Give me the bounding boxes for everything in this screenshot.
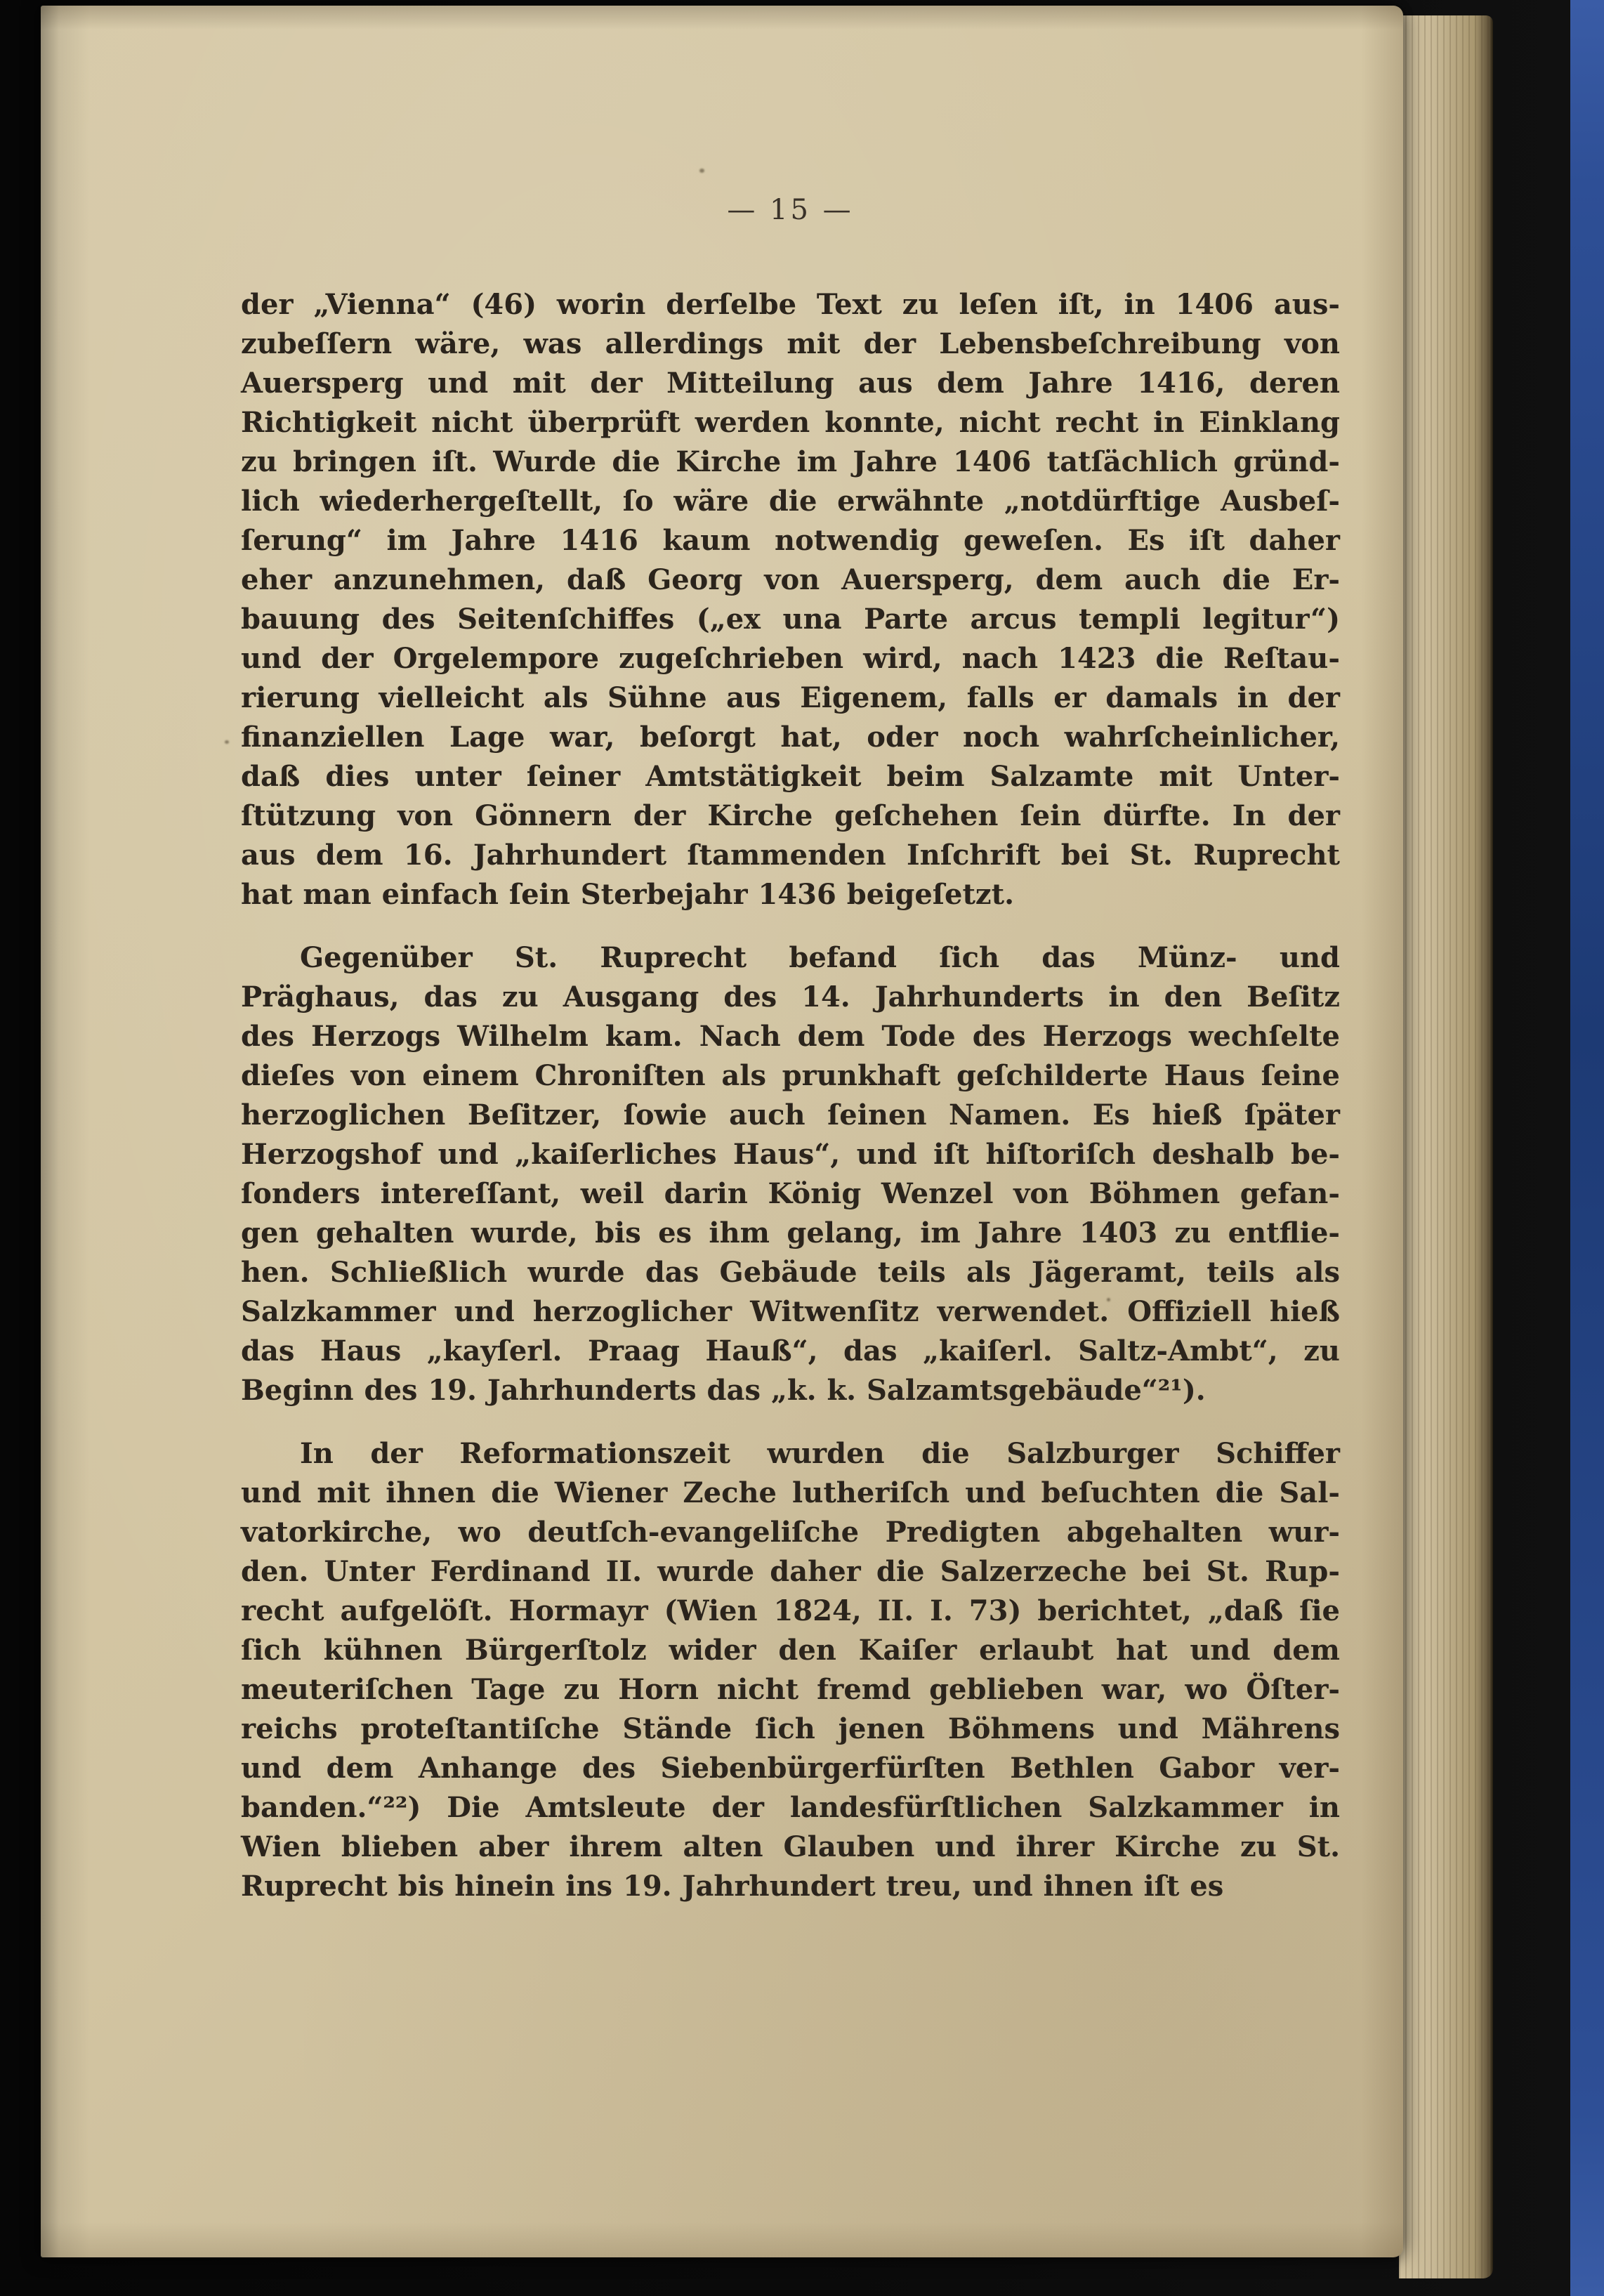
book-page [41, 6, 1403, 2257]
text-line: des Herzogs Wilhelm kam. Nach dem Tode des Herzogs wechſelte [241, 1020, 1340, 1053]
paragraph [241, 938, 1340, 1410]
text-line: recht aufgelöſt. Hormayr (Wien 1824, II. I. 73) berichtet, „daß ſie [241, 1594, 1340, 1627]
text-line: Gegenüber St. Ruprecht befand ſich das Münz- und [300, 941, 1340, 974]
text-line: eher anzunehmen, daß Georg von Auersperg, dem auch die Er- [241, 563, 1340, 596]
text-line: dieſes von einem Chroniſten als prunkhaft geſchilderte Haus ſeine [241, 1059, 1340, 1092]
text-line: daß dies unter ſeiner Amtstätigkeit beim Salzamte mit Unter- [241, 760, 1340, 793]
page-number: — 15 — [727, 194, 854, 226]
scan-backdrop-edge [1570, 0, 1604, 2296]
text-line: zu bringen iſt. Wurde die Kirche im Jahre 1406 tatſächlich gründ- [241, 445, 1340, 478]
text-line: Beginn des 19. Jahrhunderts das „k. k. Salzamtsgebäude“²¹). [241, 1374, 1206, 1407]
text-line: aus dem 16. Jahrhundert ſtammenden Inſchrift bei St. Ruprecht [241, 839, 1340, 872]
text-line: reichs proteſtantiſche Stände ſich jenen Böhmens und Mährens [241, 1712, 1340, 1745]
text-line: herzoglichen Beſitzer, ſowie auch ſeinen Namen. Es hieß ſpäter [241, 1098, 1340, 1131]
text-line: ſtützung von Gönnern der Kirche geſchehen ſein dürfte. In der [241, 799, 1340, 832]
scan-speck [699, 169, 704, 173]
text-line: banden.“²²) Die Amtsleute der landesfürſtlichen Salzkammer in [241, 1791, 1340, 1824]
text-line: Wien blieben aber ihrem alten Glauben und ihrer Kirche zu St. [241, 1830, 1340, 1863]
text-line: Herzogshof und „kaiſerliches Haus“, und iſt hiſtoriſch deshalb be- [241, 1138, 1340, 1171]
text-line: hen. Schließlich wurde das Gebäude teils als Jägeramt, teils als [241, 1256, 1340, 1289]
text-line: ſonders intereſſant, weil darin König Wenzel von Böhmen gefan- [241, 1177, 1340, 1210]
scan-speck [225, 740, 229, 744]
text-line: gen gehalten wurde, bis es ihm gelang, im Jahre 1403 zu entflie- [241, 1216, 1340, 1249]
text-line: meuteriſchen Tage zu Horn nicht fremd geblieben war, wo Öſter- [241, 1673, 1340, 1706]
text-line: ſerung“ im Jahre 1416 kaum notwendig geweſen. Es iſt daher [241, 524, 1340, 557]
text-line: ſich kühnen Bürgerſtolz wider den Kaiſer erlaubt hat und dem [241, 1634, 1340, 1667]
text-line: rierung vielleicht als Sühne aus Eigenem, falls er damals in der [241, 681, 1340, 714]
text-line: den. Unter Ferdinand II. wurde daher die Salzerzeche bei St. Rup- [241, 1555, 1340, 1588]
page-text [241, 285, 1340, 1906]
text-line: und dem Anhange des Siebenbürgerfürſten Bethlen Gabor ver- [241, 1752, 1340, 1785]
text-line: lich wiederhergeſtellt, ſo wäre die erwähnte „notdürftige Ausbeſ- [241, 485, 1340, 518]
text-line: und mit ihnen die Wiener Zeche lutheriſch und beſuchten die Sal- [241, 1476, 1340, 1509]
text-line: hat man einfach ſein Sterbejahr 1436 beigeſetzt. [241, 878, 1015, 911]
text-line: Auersperg und mit der Mitteilung aus dem Jahre 1416, deren [241, 367, 1340, 400]
paragraph [241, 1434, 1340, 1906]
text-line: und der Orgelempore zugeſchrieben wird, nach 1423 die Reſtau- [241, 642, 1340, 675]
paragraph [241, 285, 1340, 914]
text-line: Richtigkeit nicht überprüft werden konnte, nicht recht in Einklang [241, 406, 1340, 439]
text-line: zubeſſern wäre, was allerdings mit der Lebensbeſchreibung von [241, 327, 1340, 360]
text-line: der „Vienna“ (46) worin derſelbe Text zu leſen iſt, in 1406 aus- [241, 288, 1340, 321]
text-line: In der Reformationszeit wurden die Salzburger Schiffer [300, 1437, 1340, 1470]
text-line: Salzkammer und herzoglicher Witwenſitz verwendet. Offiziell hieß [241, 1295, 1340, 1328]
text-line: bauung des Seitenſchiffes („ex una Parte arcus templi legitur“) [241, 603, 1340, 636]
page-fore-edge [1399, 15, 1493, 2278]
text-line: Präghaus, das zu Ausgang des 14. Jahrhunderts in den Beſitz [241, 980, 1340, 1013]
text-line: Ruprecht bis hinein ins 19. Jahrhundert treu, und ihnen iſt es [241, 1870, 1224, 1903]
text-line: das Haus „kayſerl. Praag Hauß“, das „kaiſerl. Saltz-Ambt“, zu [241, 1334, 1340, 1367]
text-line: finanziellen Lage war, beſorgt hat, oder noch wahrſcheinlicher, [241, 721, 1340, 754]
text-line: vatorkirche, wo deutſch-evangeliſche Predigten abgehalten wur- [241, 1516, 1340, 1549]
